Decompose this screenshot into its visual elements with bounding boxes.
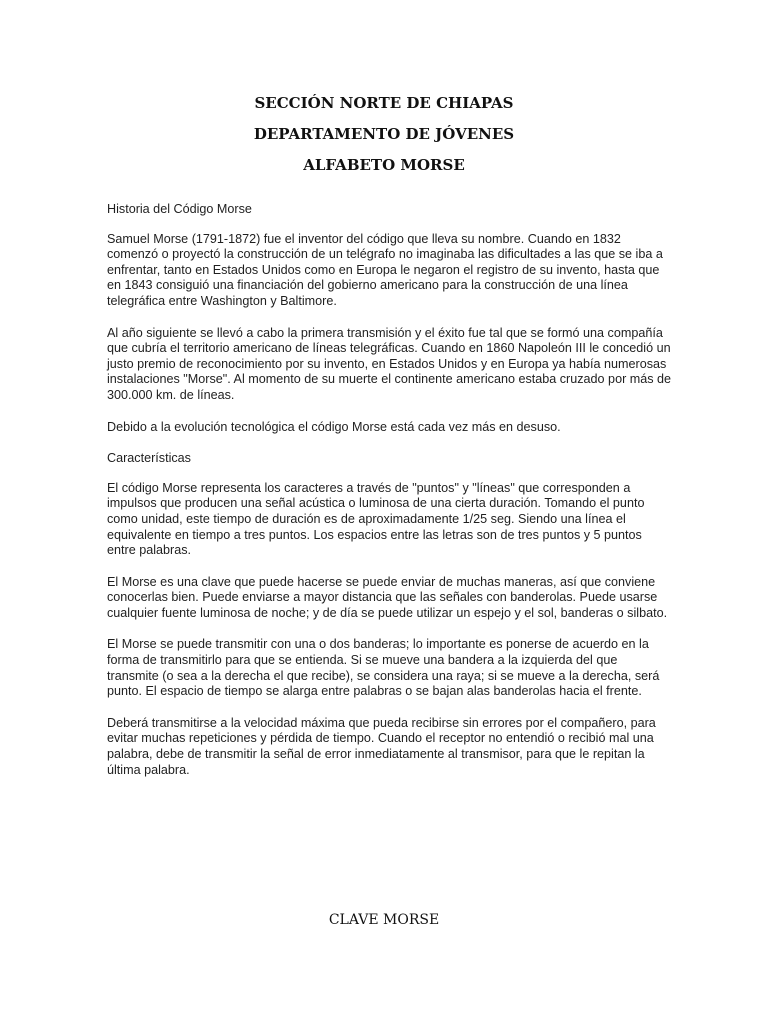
history-paragraph-2: Al año siguiente se llevó a cabo la primera transmisión y el éxito fue tal que se formó una compañía que cubría el territorio americano de líneas telegráficas. Cuando en 1860 Napoleón III le concedió un justo premio de reconocimiento por su invento, en Estados Unidos y en Europa ya había numerosas instalaciones "Morse". Al momento de su muerte el continente americano estaba cruzado por más de 300.000 km. de líneas.: [107, 325, 672, 402]
document-body: [107, 202, 672, 794]
features-paragraph-2: El Morse es una clave que puede hacerse se puede enviar de muchas maneras, así que conviene conocerlas bien. Puede enviarse a mayor distancia que las señales con banderolas. Puede usarse cualquier fuente luminosa de noche; y de día se puede utilizar un espejo y el sol, banderas o silbato.: [107, 574, 668, 620]
features-paragraph-1: El código Morse representa los caracteres a través de "puntos" y "líneas" que corresponden a impulsos que producen una señal acústica o luminosa de una cierta duración. Tomando el punto como unidad, este tiempo de duración es de aproximadamente 1/25 seg. Siendo una línea el equivalente en tiempo a tres puntos. Los espacios entre las letras son de tres puntos y 5 puntos entre palabras.: [107, 480, 645, 558]
history-heading: Historia del Código Morse: [107, 202, 252, 216]
features-paragraph-4: Deberá transmitirse a la velocidad máxima que pueda recibirse sin errores por el compañero, para evitar muchas repeticiones y pérdida de tiempo. Cuando el receptor no entendió o recibió mal una palabra, debe de transmitir la señal de error inmediatamente al transmisor, para que le repitan la última palabra.: [107, 715, 656, 777]
features-paragraph-3: El Morse se puede transmitir con una o dos banderas; lo importante es ponerse de acuerdo en la forma de transmitirlo para que se entienda. Si se mueve una bandera a la izquierda del que transmite (o sea a la derecha el que recibe), se considera una raya; si se mueve a la derecha, será punto. El espacio de tiempo se alarga entre palabras o se bajan alas banderolas hacia el frente.: [107, 637, 660, 699]
history-paragraph-1: Samuel Morse (1791-1872) fue el inventor del código que lleva su nombre. Cuando en 1832 comenzó o proyectó la construcción de un telégrafo no imaginaba las dificultades a las que se iba a enfrentar, tanto en Estados Unidos como en Europa le negaron el registro de su invento, hasta que en 1843 consiguió una financiación del gobierno americano para la construcción de una línea telegráfica entre Washington y Baltimore.: [107, 231, 663, 308]
morse-key-title: CLAVE MORSE: [328, 912, 440, 928]
document-title: ALFABETO MORSE: [303, 156, 465, 174]
department-title: DEPARTAMENTO DE JÓVENES: [253, 125, 515, 143]
section-title: SECCIÓN NORTE DE CHIAPAS: [254, 94, 514, 112]
features-heading: Características: [107, 451, 191, 466]
history-paragraph-3: Debido a la evolución tecnológica el código Morse está cada vez más en desuso.: [107, 419, 561, 434]
